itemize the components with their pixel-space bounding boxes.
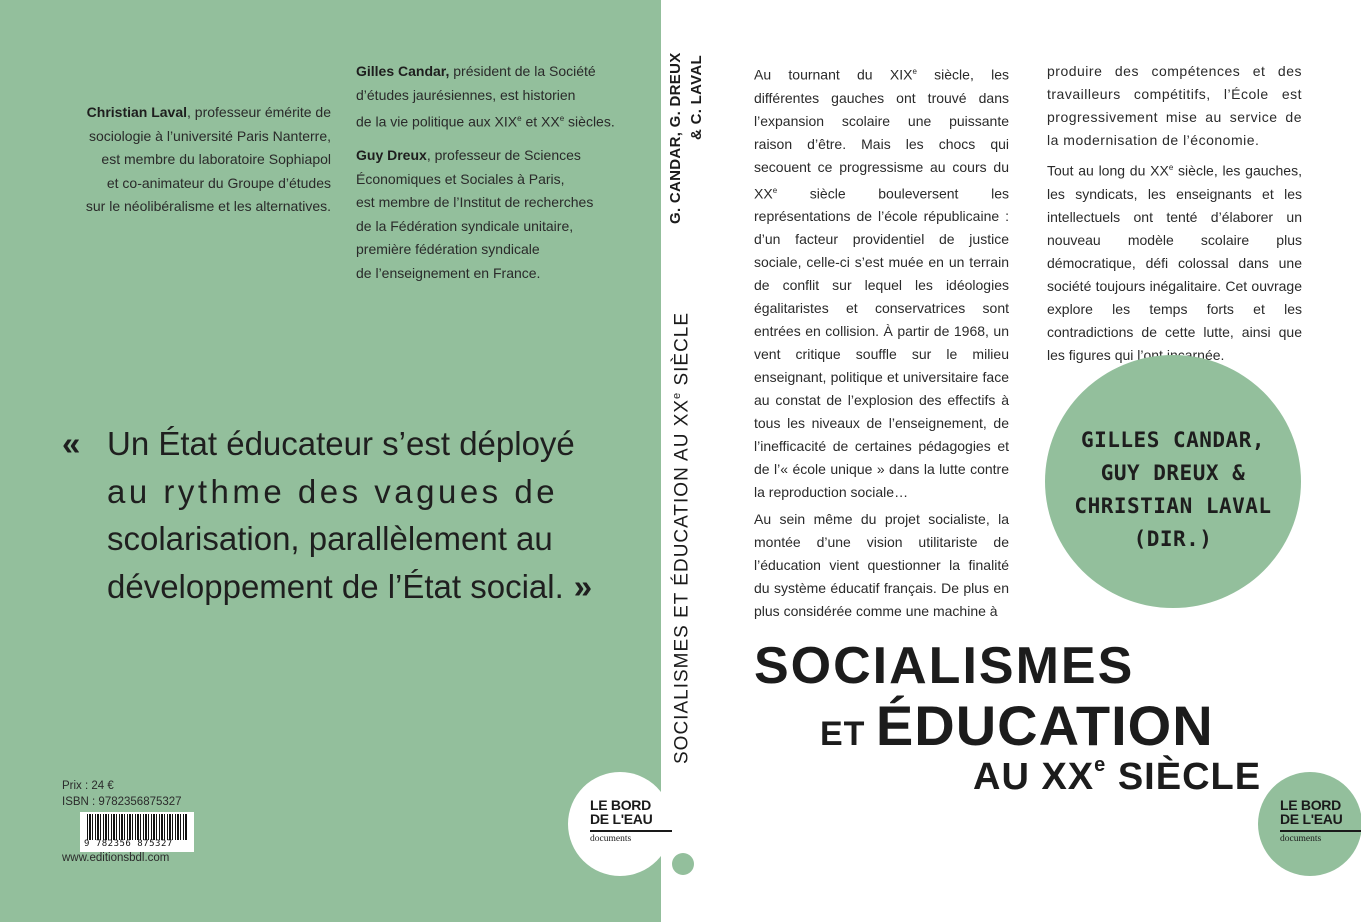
logo-subtitle: documents (1280, 834, 1322, 844)
superscript: e (671, 391, 683, 399)
logo-rule (590, 830, 672, 832)
bio-guy-dreux (356, 144, 616, 285)
bio-laval-text: est membre du laboratoire Sophiapol (101, 151, 331, 167)
title-small: ET (820, 715, 876, 753)
bio-christian-laval (80, 101, 331, 219)
bio-dreux-text: , professeur de Sciences (426, 147, 581, 164)
bio-candar-text: président de la Société (449, 63, 596, 79)
superscript: e (559, 114, 565, 123)
spine-authors: & C. LAVAL (688, 55, 705, 140)
bio-gilles-candar (356, 60, 616, 134)
spine-title-text: SIÈCLE (671, 311, 693, 392)
book-title-line-1: SOCIALISMES (754, 637, 1135, 695)
author-line: GUY DREUX & (1100, 461, 1246, 485)
logo-subtitle: documents (590, 834, 632, 844)
isbn: ISBN : 9782356875327 (62, 796, 182, 808)
quote-line: au rythme des vagues de (107, 472, 559, 510)
blurb-paragraph: produire des compétences et des travailleurs compétitifs, l’École est progressivement mise au service de la modernisation de l’économie. (1047, 63, 1302, 148)
bio-laval-text: sur le néolibéralisme et les alternatives. (85, 198, 331, 214)
quote-open-mark: « (62, 425, 81, 462)
logo-line: LE BORD (590, 797, 651, 813)
bio-laval-name: Christian Laval (86, 104, 188, 120)
publisher-logo (568, 772, 672, 876)
barcode-number: 9 782356 875327 (84, 839, 173, 849)
bio-dreux-text: première fédération syndicale (356, 241, 540, 258)
blurb-paragraph: Au sein même du projet socialiste, la montée d’une vision utilitariste de l’éducation vient questionner la finalité du système éducatif français. De plus en plus considérée comme une machine à (754, 511, 1009, 620)
pull-quote (62, 420, 622, 610)
barcode-bars (87, 814, 187, 840)
book-title-line-2 (820, 693, 1214, 758)
blurb-paragraph: Tout au long du XXe siècle, les gauches, les syndicats, les enseignants et les intellectuels ont tenté d’élaborer un nouveau modèle scolaire plus démocratique, défi colossal dans une société toujours inégalitaire. Cet ouvrage explore les temps forts et les contradictions de cette lutte, ainsi que les figures qui l’ont incarnée. (1047, 162, 1302, 363)
bio-laval-text: et co-animateur du Groupe d’études (106, 174, 331, 191)
spine-title (671, 312, 693, 764)
title-text: SIÈCLE (1106, 756, 1262, 798)
bio-candar-text: de la vie politique aux XIX (356, 113, 518, 130)
bio-dreux-text: de l’enseignement en France. (356, 264, 541, 281)
bio-dreux-name: Guy Dreux (356, 147, 427, 164)
price: Prix : 24 € (62, 780, 114, 792)
logo-rule (1280, 830, 1361, 832)
bio-dreux-text: de la Fédération syndicale unitaire, (356, 217, 574, 234)
title-big: ÉDUCATION (875, 694, 1214, 757)
blurb-column-1 (754, 60, 1009, 623)
author-line: CHRISTIAN LAVAL (1074, 494, 1272, 518)
logo-line: DE L'EAU (1280, 811, 1343, 827)
bio-laval-text: , professeur émérite de (187, 104, 331, 120)
superscript: e (1094, 754, 1107, 777)
publisher-logo-front (1258, 772, 1361, 876)
spine-authors: G. CANDAR, G. DREUX (667, 52, 684, 224)
bio-laval-text: sociologie à l’université Paris Nanterre, (89, 127, 331, 144)
quote-line: développement de l’État social. (107, 567, 564, 605)
bio-candar-text: siècles. (564, 113, 615, 130)
quote-line: scolarisation, parallèlement au (107, 520, 553, 557)
author-line: (DIR.) (1133, 527, 1213, 551)
superscript: e (517, 114, 522, 123)
bio-column (356, 60, 616, 285)
bio-candar-text: d’études jaurésiennes, est historien (356, 86, 576, 103)
bio-candar-text: et XX (521, 113, 560, 130)
author-names (1045, 424, 1301, 556)
spine-logo (672, 853, 694, 875)
quote-line: Un État éducateur s’est déployé (107, 425, 575, 462)
logo-text (590, 798, 652, 826)
authors-badge (1045, 355, 1301, 608)
price-info (62, 778, 182, 810)
bio-candar-name: Gilles Candar, (356, 63, 450, 79)
bio-dreux-text: est membre de l’Institut de recherches (356, 194, 594, 211)
publisher-website: www.editionsbdl.com (62, 852, 170, 864)
logo-text (1280, 798, 1342, 826)
title-text: AU XX (973, 756, 1095, 798)
logo-line: DE L'EAU (590, 811, 653, 827)
logo-line: LE BORD (1280, 797, 1341, 813)
quote-close-mark: » (573, 567, 593, 605)
blurb-paragraph: Au tournant du XIXe siècle, les différentes gauches ont trouvé dans l’expansion scolaire une puissante raison d’être. Mais les chocs qui secouent ce progressisme au cours du XXe siècle bouleversent les représentations de l’école républicaine : d’un facteur providentiel de justice sociale, celle-ci s’est muée en un terrain de conflit sur lequel les idéologies égalitaristes et conservatrices sont entrées en collision. À partir de 1968, un vent critique souffle sur le milieu enseignant, politique et universitaire face au constat de l’explosion des effectifs à tous les niveaux de l’enseignement, de l’inefficacité de certaines pédagogies et de l’« école unique » dans la lutte contre la reproduction sociale… (754, 66, 1009, 501)
barcode (80, 812, 194, 852)
author-line: GILLES CANDAR, (1080, 428, 1265, 452)
book-title-line-3 (973, 756, 1261, 799)
blurb-column-2 (1047, 60, 1302, 367)
spine-title-text: SOCIALISMES ET ÉDUCATION AU XX (671, 398, 693, 764)
bio-dreux-text: Économiques et Sociales à Paris, (356, 170, 565, 187)
